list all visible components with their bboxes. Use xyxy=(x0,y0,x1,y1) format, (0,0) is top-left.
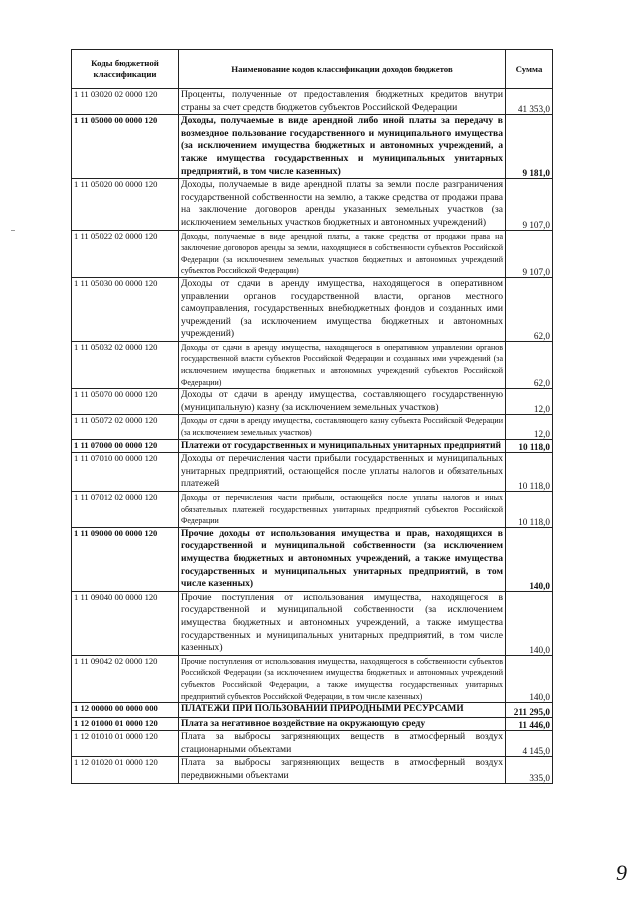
row-name: ПЛАТЕЖИ ПРИ ПОЛЬЗОВАНИИ ПРИРОДНЫМИ РЕСУРСАМИ xyxy=(179,703,506,718)
row-code: 1 11 07000 00 0000 120 xyxy=(72,439,179,453)
row-sum: 140,0 xyxy=(506,591,553,655)
row-name: Доходы от сдачи в аренду имущества, составляющего государственную (муниципальную) казну (за исключением земельных участков) xyxy=(179,389,506,415)
row-code: 1 11 05072 02 0000 120 xyxy=(72,415,179,439)
row-code: 1 11 07010 00 0000 120 xyxy=(72,453,179,492)
row-name: Доходы, получаемые в виде арендной либо иной платы за передачу в возмездное пользование государственного и муниципального имущества (за исключением имущества бюджетных и автономных учреждений, а также имущества государственных и муниципальных унитарных предприятий, в том числе казенных) xyxy=(179,115,506,179)
row-code: 1 11 09000 00 0000 120 xyxy=(72,527,179,591)
table-row xyxy=(72,179,553,230)
table-row xyxy=(72,453,553,492)
table-row xyxy=(72,717,553,731)
row-code: 1 11 05032 02 0000 120 xyxy=(72,341,179,388)
row-sum: 9 107,0 xyxy=(506,179,553,230)
table-row xyxy=(72,230,553,277)
row-name: Прочие доходы от использования имущества и прав, находящихся в государственной и муниципальной собственности (за исключением имущества бюджетных и автономных учреждений, а также имущества государственных и муниципальных унитарных предприятий, в том числе казенных) xyxy=(179,527,506,591)
table-row xyxy=(72,89,553,115)
table-row xyxy=(72,527,553,591)
row-name: Доходы, получаемые в виде арендной платы, а также средства от продажи права на заключение договоров аренды за земли, находящиеся в собственности субъектов Российской Федерации (за исключением земельных участков бюджетных и автономных учреждений субъектов Российской Федерации) xyxy=(179,230,506,277)
row-sum: 9 107,0 xyxy=(506,230,553,277)
row-name: Платежи от государственных и муниципальных унитарных предприятий xyxy=(179,439,506,453)
row-sum: 10 118,0 xyxy=(506,453,553,492)
row-name: Прочие поступления от использования имущества, находящегося в собственности субъектов Российской Федерации (за исключением имущества бюджетных и автономных учреждений субъектов Российской Федерации, а также имущества государственных унитарных предприятий субъектов Российской Федерации, в том числе казенных) xyxy=(179,655,506,702)
table-row xyxy=(72,341,553,388)
table-row xyxy=(72,115,553,179)
row-code: 1 11 05022 02 0000 120 xyxy=(72,230,179,277)
row-sum: 12,0 xyxy=(506,415,553,439)
row-name: Плата за негативное воздействие на окружающую среду xyxy=(179,717,506,731)
row-name: Плата за выбросы загрязняющих веществ в атмосферный воздух передвижными объектами xyxy=(179,757,506,783)
row-sum: 12,0 xyxy=(506,389,553,415)
table-row xyxy=(72,389,553,415)
row-name: Доходы от сдачи в аренду имущества, находящегося в оперативном управлении органов государственной власти, органов местного самоуправления, государственных внебюджетных фондов и созданных ими учреждений (за исключением имущества бюджетных и автономных учреждений) xyxy=(179,277,506,341)
row-code: 1 11 05020 00 0000 120 xyxy=(72,179,179,230)
table-row xyxy=(72,492,553,528)
row-name: Прочие поступления от использования имущества, находящегося в государственной и муниципальной собственности (за исключением имущества бюджетных и автономных учреждений, а также имущества государственных и муниципальных унитарных предприятий, в том числе казенных) xyxy=(179,591,506,655)
row-code: 1 12 01010 01 0000 120 xyxy=(72,731,179,757)
header-name: Наименование кодов классификации доходов бюджетов xyxy=(179,50,506,89)
table-row xyxy=(72,277,553,341)
row-code: 1 12 01020 01 0000 120 xyxy=(72,757,179,783)
header-sum: Сумма xyxy=(506,50,553,89)
row-sum: 4 145,0 xyxy=(506,731,553,757)
row-code: 1 11 09042 02 0000 120 xyxy=(72,655,179,702)
page-number: 9 xyxy=(616,860,627,885)
row-sum: 335,0 xyxy=(506,757,553,783)
row-name: Доходы от перечисления части прибыли, остающейся после уплаты налогов и иных обязательных платежей государственных унитарных предприятий субъектов Российской Федерации xyxy=(179,492,506,528)
table-row xyxy=(72,757,553,783)
row-code: 1 11 05000 00 0000 120 xyxy=(72,115,179,179)
row-sum: 211 295,0 xyxy=(506,703,553,718)
row-code: 1 11 05070 00 0000 120 xyxy=(72,389,179,415)
header-code: Коды бюджетной классификации xyxy=(72,50,179,89)
row-code: 1 11 05030 00 0000 120 xyxy=(72,277,179,341)
row-sum: 41 353,0 xyxy=(506,89,553,115)
row-name: Проценты, полученные от предоставления бюджетных кредитов внутри страны за счет средств бюджетов субъектов Российской Федерации xyxy=(179,89,506,115)
row-code: 1 11 09040 00 0000 120 xyxy=(72,591,179,655)
row-code: 1 11 07012 02 0000 120 xyxy=(72,492,179,528)
row-sum: 140,0 xyxy=(506,655,553,702)
row-sum: 9 181,0 xyxy=(506,115,553,179)
row-sum: 10 118,0 xyxy=(506,492,553,528)
table-row xyxy=(72,439,553,453)
row-name: Доходы от перечисления части прибыли государственных и муниципальных унитарных предприятий, остающейся после уплаты налогов и обязательных платежей xyxy=(179,453,506,492)
row-sum: 11 446,0 xyxy=(506,717,553,731)
row-name: Доходы, получаемые в виде арендной платы за земли после разграничения государственной собственности на землю, а также средства от продажи права на заключение договоров аренды указанных земельных участков (за исключением земельных участков бюджетных и автономных учреждений) xyxy=(179,179,506,230)
row-code: 1 12 00000 00 0000 000 xyxy=(72,703,179,718)
scan-mark xyxy=(11,230,15,231)
row-sum: 140,0 xyxy=(506,527,553,591)
row-code: 1 12 01000 01 0000 120 xyxy=(72,717,179,731)
row-name: Плата за выбросы загрязняющих веществ в атмосферный воздух стационарными объектами xyxy=(179,731,506,757)
row-sum: 62,0 xyxy=(506,341,553,388)
row-name: Доходы от сдачи в аренду имущества, составляющего казну субъекта Российской Федерации (за исключением земельных участков) xyxy=(179,415,506,439)
table-header-row xyxy=(72,50,553,89)
table-row xyxy=(72,703,553,718)
table-row xyxy=(72,415,553,439)
revenue-classification-table xyxy=(71,49,553,784)
row-name: Доходы от сдачи в аренду имущества, находящегося в оперативном управлении органов государственной власти субъектов Российской Федерации и созданных ими учреждений (за исключением имущества бюджетных и автономных учреждений субъектов Российской Федерации) xyxy=(179,341,506,388)
table-row xyxy=(72,655,553,702)
table-row xyxy=(72,731,553,757)
row-code: 1 11 03020 02 0000 120 xyxy=(72,89,179,115)
row-sum: 62,0 xyxy=(506,277,553,341)
table-row xyxy=(72,591,553,655)
row-sum: 10 118,0 xyxy=(506,439,553,453)
